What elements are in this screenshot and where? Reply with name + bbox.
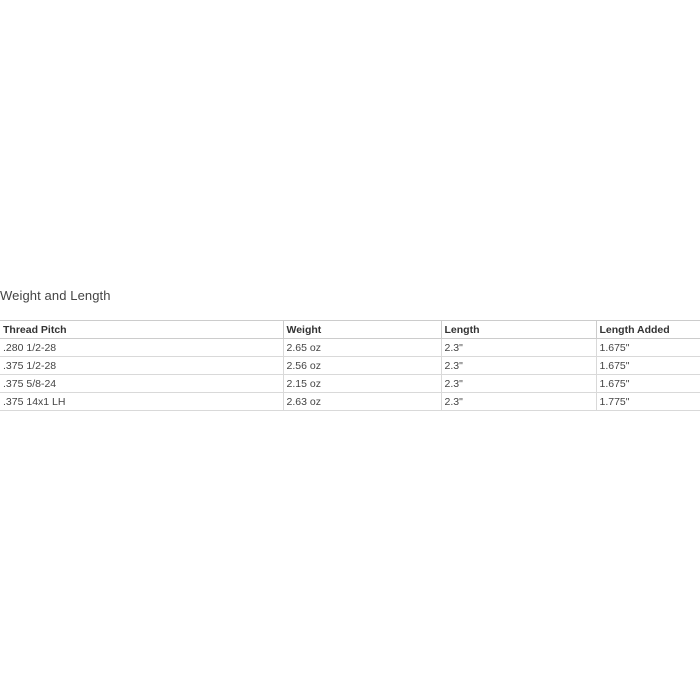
- cell-weight: 2.63 oz: [283, 393, 441, 411]
- cell-thread-pitch: .280 1/2-28: [0, 339, 283, 357]
- cell-length: 2.3": [441, 393, 596, 411]
- column-header-length-added: Length Added: [596, 321, 700, 339]
- cell-length-added: 1.775": [596, 393, 700, 411]
- cell-weight: 2.65 oz: [283, 339, 441, 357]
- column-header-thread-pitch: Thread Pitch: [0, 321, 283, 339]
- column-header-weight: Weight: [283, 321, 441, 339]
- table-header-row: [0, 321, 700, 339]
- table-row: [0, 339, 700, 357]
- cell-weight: 2.15 oz: [283, 375, 441, 393]
- cell-length: 2.3": [441, 357, 596, 375]
- cell-thread-pitch: .375 1/2-28: [0, 357, 283, 375]
- table-row: [0, 393, 700, 411]
- cell-thread-pitch: .375 5/8-24: [0, 375, 283, 393]
- cell-length-added: 1.675": [596, 375, 700, 393]
- cell-length: 2.3": [441, 339, 596, 357]
- column-header-length: Length: [441, 321, 596, 339]
- cell-length-added: 1.675": [596, 339, 700, 357]
- cell-length: 2.3": [441, 375, 596, 393]
- cell-thread-pitch: .375 14x1 LH: [0, 393, 283, 411]
- table-row: [0, 357, 700, 375]
- cell-length-added: 1.675": [596, 357, 700, 375]
- table-row: [0, 375, 700, 393]
- weight-and-length-table: [0, 320, 700, 411]
- page-title: Weight and Length: [0, 288, 111, 303]
- cell-weight: 2.56 oz: [283, 357, 441, 375]
